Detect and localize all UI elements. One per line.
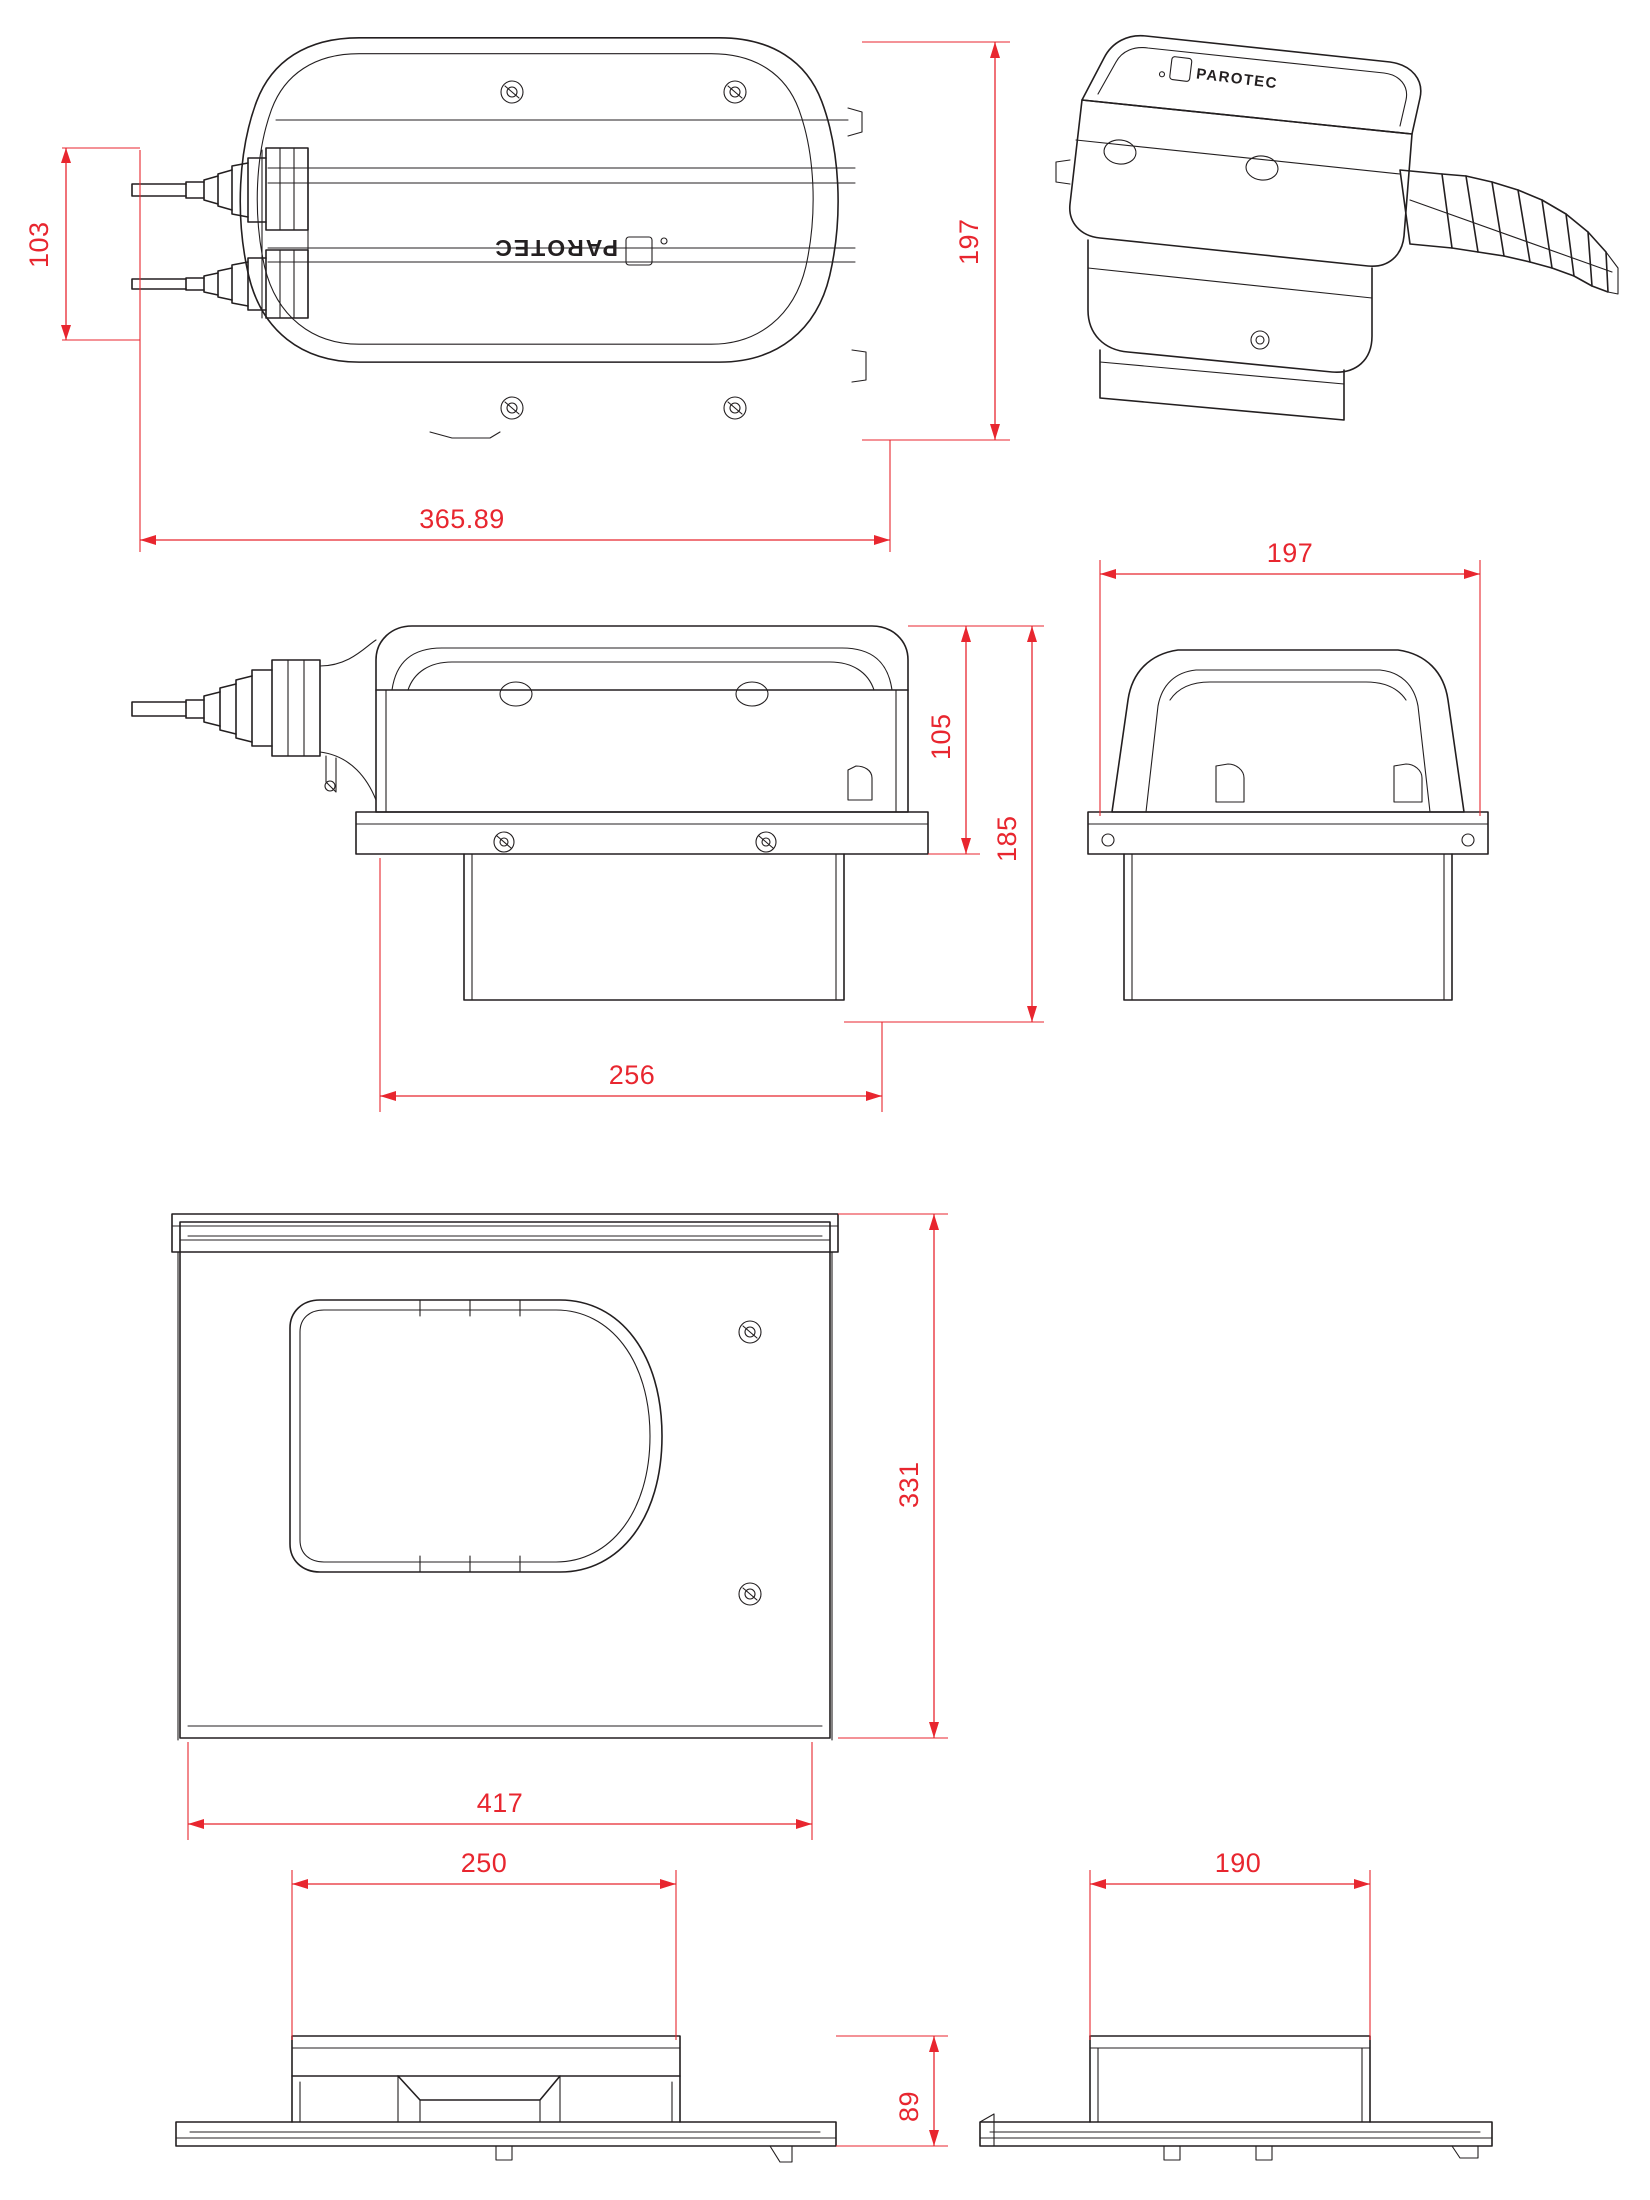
dimension-417: [188, 1742, 812, 1840]
dimension-197-top: [862, 42, 1010, 440]
brand-logo: [493, 235, 667, 265]
dimension-label: 89: [894, 2090, 924, 2122]
dimension-256: [380, 858, 882, 1112]
connector-front: [132, 640, 376, 800]
dimension-label: 103: [24, 221, 54, 268]
screw-icon: [1251, 331, 1269, 349]
dimension-190: [1090, 1848, 1370, 2040]
dimension-89: [836, 2036, 948, 2146]
connector-upper: [132, 148, 308, 230]
dimension-197-side: [1100, 538, 1480, 816]
dimension-365: [140, 150, 890, 552]
screw-icon: [724, 397, 746, 419]
dimension-250: [292, 1848, 676, 2040]
screw-icon: [739, 1583, 761, 1605]
screw-icon: [501, 81, 523, 103]
screw-icon: [494, 832, 514, 852]
dimension-label: 250: [460, 1848, 508, 1878]
brand-logo-iso: [1159, 55, 1279, 92]
dimension-label: 331: [894, 1461, 924, 1508]
screw-icon: [724, 81, 746, 103]
screw-icon: [756, 832, 776, 852]
dimension-label: 256: [608, 1060, 656, 1090]
dimension-331: [838, 1214, 948, 1738]
isometric-view: [1056, 36, 1618, 420]
dimension-label: 197: [1266, 538, 1314, 568]
dimension-105: [908, 626, 980, 854]
logo-text-iso: PAROTEC: [1195, 65, 1279, 93]
plate-top-view: [172, 1214, 838, 1740]
screw-icon: [739, 1321, 761, 1343]
front-section-view: [132, 626, 928, 1000]
connector-lower: [132, 250, 308, 318]
top-view: [132, 38, 866, 438]
plate-side-view: [980, 2036, 1492, 2160]
side-section-view: [1088, 650, 1488, 1000]
screw-icon: [501, 397, 523, 419]
dimension-label: 197: [954, 218, 984, 265]
dimension-label: 365.89: [419, 504, 505, 534]
dimension-label: 105: [926, 713, 956, 760]
connector-iso: [1400, 170, 1618, 294]
plate-front-view: [176, 2036, 836, 2162]
dimension-label: 185: [992, 815, 1022, 862]
dimension-103: [24, 148, 140, 340]
logo-text: PAROTEC: [493, 235, 618, 261]
dimension-label: 190: [1214, 1848, 1262, 1878]
dimension-label: 417: [476, 1788, 524, 1818]
